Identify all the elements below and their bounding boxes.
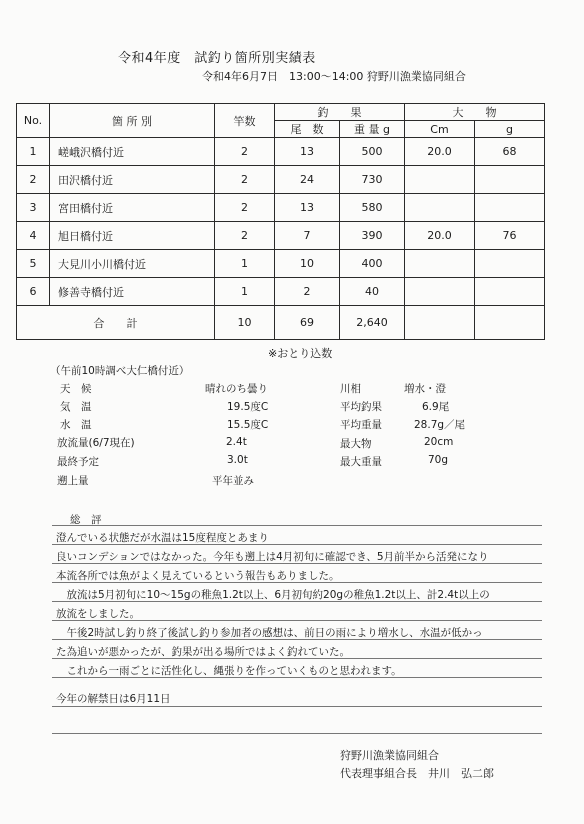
cell-big-cm [405,278,475,306]
cell-count: 7 [275,222,340,250]
final-label: 最終予定 [57,456,99,468]
cell-big-cm [405,250,475,278]
cell-weight: 500 [340,138,405,166]
total-label: 合 計 [17,306,215,340]
header-catch-weight: 重 量 g [340,121,405,138]
total-rods: 10 [215,306,275,340]
cell-big-g [475,278,545,306]
table-footnote: ※おとり込数 [268,347,333,360]
river-label: 川相 [340,383,361,395]
max-weight-label: 最大重量 [340,456,382,468]
rule-line [52,706,542,707]
comment-heading: 総 評 [70,514,102,526]
cell-place: 修善寺橋付近 [50,278,215,306]
cell-weight: 40 [340,278,405,306]
cell-big-cm: 20.0 [405,138,475,166]
cell-place: 嵯峨沢橋付近 [50,138,215,166]
cell-no: 4 [17,222,50,250]
max-value: 20cm [424,436,454,448]
weather-value: 晴れのち曇り [205,383,268,395]
signature-org: 狩野川漁業協同組合 [340,749,439,762]
cell-big-g: 68 [475,138,545,166]
avg-catch-value: 6.9尾 [422,401,450,413]
cell-place: 大見川小川橋付近 [50,250,215,278]
cell-rods: 2 [215,194,275,222]
table-row [17,166,545,194]
cell-big-g [475,166,545,194]
header-rods: 竿数 [215,104,275,138]
rule-line [52,525,542,526]
table-row [17,250,545,278]
cell-big-cm [405,194,475,222]
cell-place: 宮田橋付近 [50,194,215,222]
cell-weight: 580 [340,194,405,222]
cell-rods: 2 [215,138,275,166]
max-label: 最大物 [340,438,372,450]
comment-line: 本流各所では魚がよく見えているという報告もありました。 [56,570,340,582]
cell-no: 3 [17,194,50,222]
weather-label: 天 候 [60,383,92,395]
total-big-g [475,306,545,340]
comment-line: た為追いが悪かったが、釣果が出る場所ではよく釣れていた。 [56,646,350,658]
table-row [17,222,545,250]
signature-person: 代表理事組合長 井川 弘二郎 [340,767,494,780]
comment-line: これから一雨ごとに活性化し、縄張りを作っていくものと思われます。 [56,665,402,677]
avg-weight-label: 平均重量 [340,419,382,431]
total-row [17,306,545,340]
total-big-cm [405,306,475,340]
air-temp-value: 19.5度C [227,401,269,413]
comment-line: 放流は5月初旬に10〜15gの稚魚1.2t以上、6月初旬約20gの稚魚1.2t以上、計2.4t以上の [56,589,490,601]
document-title: 令和4年度 試釣り箇所別実績表 [118,51,316,66]
table-row [17,194,545,222]
cell-rods: 1 [215,278,275,306]
results-table [16,103,545,340]
cell-count: 13 [275,138,340,166]
cell-weight: 400 [340,250,405,278]
cell-place: 旭日橋付近 [50,222,215,250]
cell-no: 1 [17,138,50,166]
cell-no: 5 [17,250,50,278]
cell-big-cm [405,166,475,194]
table-row [17,138,545,166]
header-no: No. [17,104,50,138]
final-value: 3.0t [227,454,248,466]
opening-day: 今年の解禁日は6月11日 [56,693,171,705]
total-count: 69 [275,306,340,340]
cell-rods: 1 [215,250,275,278]
header-big: 大 物 [405,104,545,121]
comment-line: 放流をしました。 [56,608,140,620]
cell-count: 2 [275,278,340,306]
release-value: 2.4t [226,436,247,448]
cell-count: 10 [275,250,340,278]
upstream-label: 遡上量 [57,475,89,487]
avg-catch-label: 平均釣果 [340,401,382,413]
river-value: 増水・澄 [404,383,446,395]
comment-line: 良いコンデションではなかった。今年も遡上は4月初旬に確認でき、5月前半から活発になり [56,551,489,563]
header-big-g: g [475,121,545,138]
cell-weight: 390 [340,222,405,250]
cell-count: 13 [275,194,340,222]
header-catch: 釣 果 [275,104,405,121]
cell-no: 2 [17,166,50,194]
conditions-heading: （午前10時調べ大仁橋付近） [50,365,190,377]
table-header-row [17,104,545,121]
cell-count: 24 [275,166,340,194]
water-temp-label: 水 温 [60,419,92,431]
upstream-value: 平年並み [212,475,254,487]
avg-weight-value: 28.7g／尾 [414,419,466,431]
cell-big-g: 76 [475,222,545,250]
comment-line: 午後2時試し釣り終了後試し釣り参加者の感想は、前日の雨により増水し、水温が低かっ [56,627,483,639]
cell-rods: 2 [215,166,275,194]
cell-big-g [475,194,545,222]
cell-big-cm: 20.0 [405,222,475,250]
air-temp-label: 気 温 [60,401,92,413]
document-subtitle: 令和4年6月7日 13:00〜14:00 狩野川漁業協同組合 [202,70,466,83]
cell-rods: 2 [215,222,275,250]
max-weight-value: 70g [428,454,449,466]
release-label: 放流量(6/7現在) [57,437,135,449]
water-temp-value: 15.5度C [227,419,269,431]
header-catch-count: 尾 数 [275,121,340,138]
comment-line: 澄んでいる状態だが水温は15度程度とあまり [56,532,269,544]
rule-line [52,733,542,734]
cell-big-g [475,250,545,278]
header-big-cm: Cm [405,121,475,138]
cell-place: 田沢橋付近 [50,166,215,194]
header-place: 箇 所 別 [50,104,215,138]
cell-weight: 730 [340,166,405,194]
table-row [17,278,545,306]
total-weight: 2,640 [340,306,405,340]
cell-no: 6 [17,278,50,306]
